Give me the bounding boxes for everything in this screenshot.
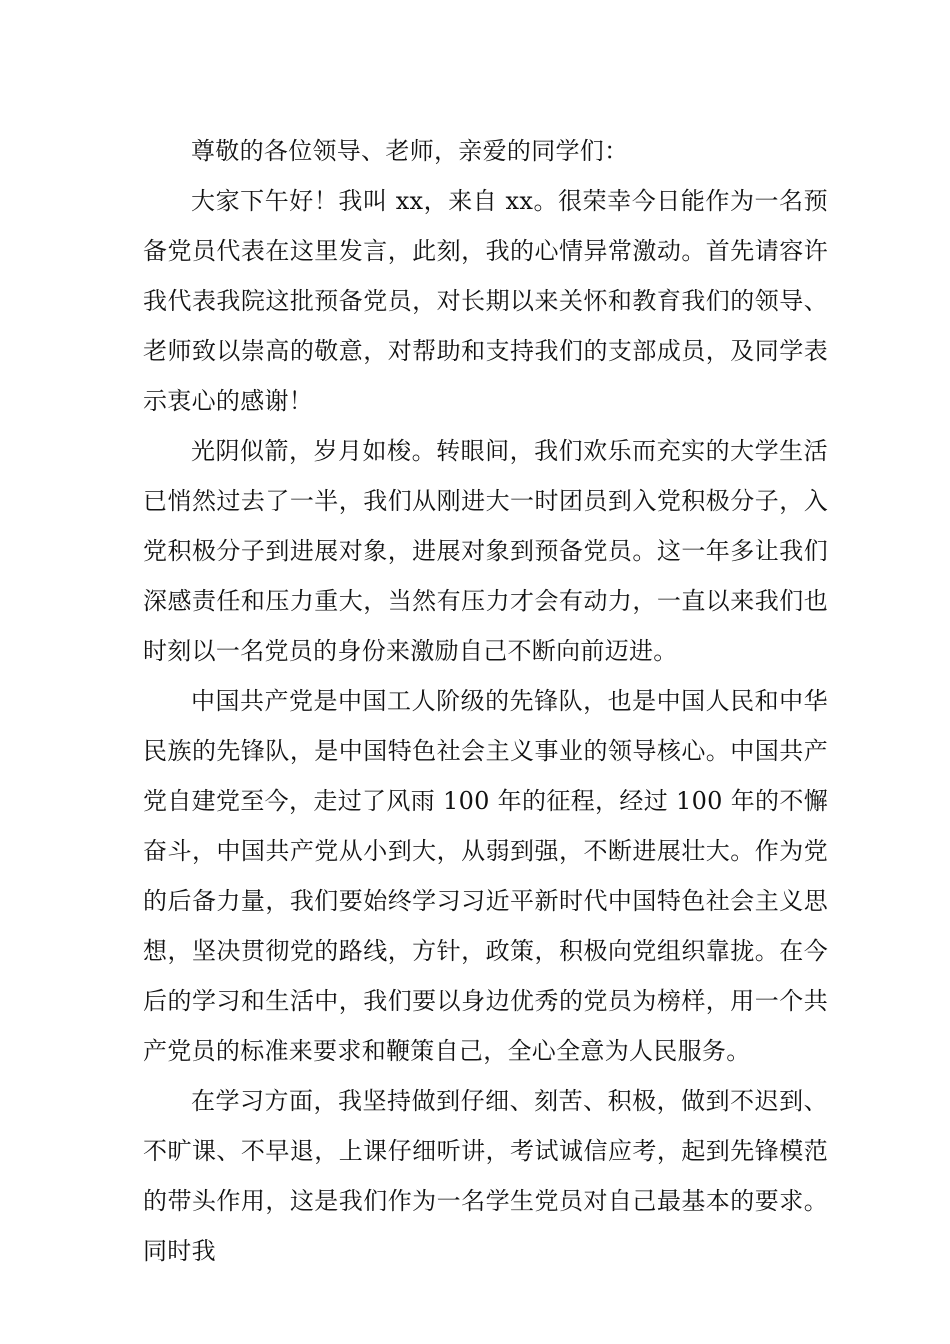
greeting-paragraph: 大家下午好！我叫 xx，来自 xx。很荣幸今日能作为一名预备党员代表在这里发言，此刻，我的心情异常激动。首先请容许我代表我院这批预备党员，对长期以来关怀和教育我们的领导、老师致以崇高的敬意，对帮助和支持我们的支部成员，及同学表示衷心的感谢！ bbox=[143, 187, 828, 415]
reflection-paragraph: 光阴似箭，岁月如梭。转眼间，我们欢乐而充实的大学生活已悄然过去了一半，我们从刚进大一时团员到入党积极分子，入党积极分子到进展对象，进展对象到预备党员。这一年多让我们深感责任和压力重大，当然有压力才会有动力，一直以来我们也时刻以一名党员的身份来激励自己不断向前迈进。 bbox=[143, 437, 828, 665]
document-body bbox=[143, 126, 828, 1276]
party-paragraph: 中国共产党是中国工人阶级的先锋队，也是中国人民和中华民族的先锋队，是中国特色社会主义事业的领导核心。中国共产党自建党至今，走过了风雨 100 年的征程，经过 100 年的不懈奋斗，中国共产党从小到大，从弱到强，不断进展壮大。作为党的后备力量，我们要始终学习习近平新时代中国特色社会主义思想，坚决贯彻党的路线，方针，政策，积极向党组织靠拢。在今后的学习和生活中，我们要以身边优秀的党员为榜样，用一个共产党员的标准来要求和鞭策自己，全心全意为人民服务。 bbox=[143, 687, 828, 1065]
study-paragraph: 在学习方面，我坚持做到仔细、刻苦、积极，做到不迟到、不旷课、不早退，上课仔细听讲，考试诚信应考，起到先锋模范的带头作用，这是我们作为一名学生党员对自己最基本的要求。同时我 bbox=[143, 1087, 828, 1265]
salutation-paragraph: 尊敬的各位领导、老师，亲爱的同学们： bbox=[191, 137, 629, 165]
